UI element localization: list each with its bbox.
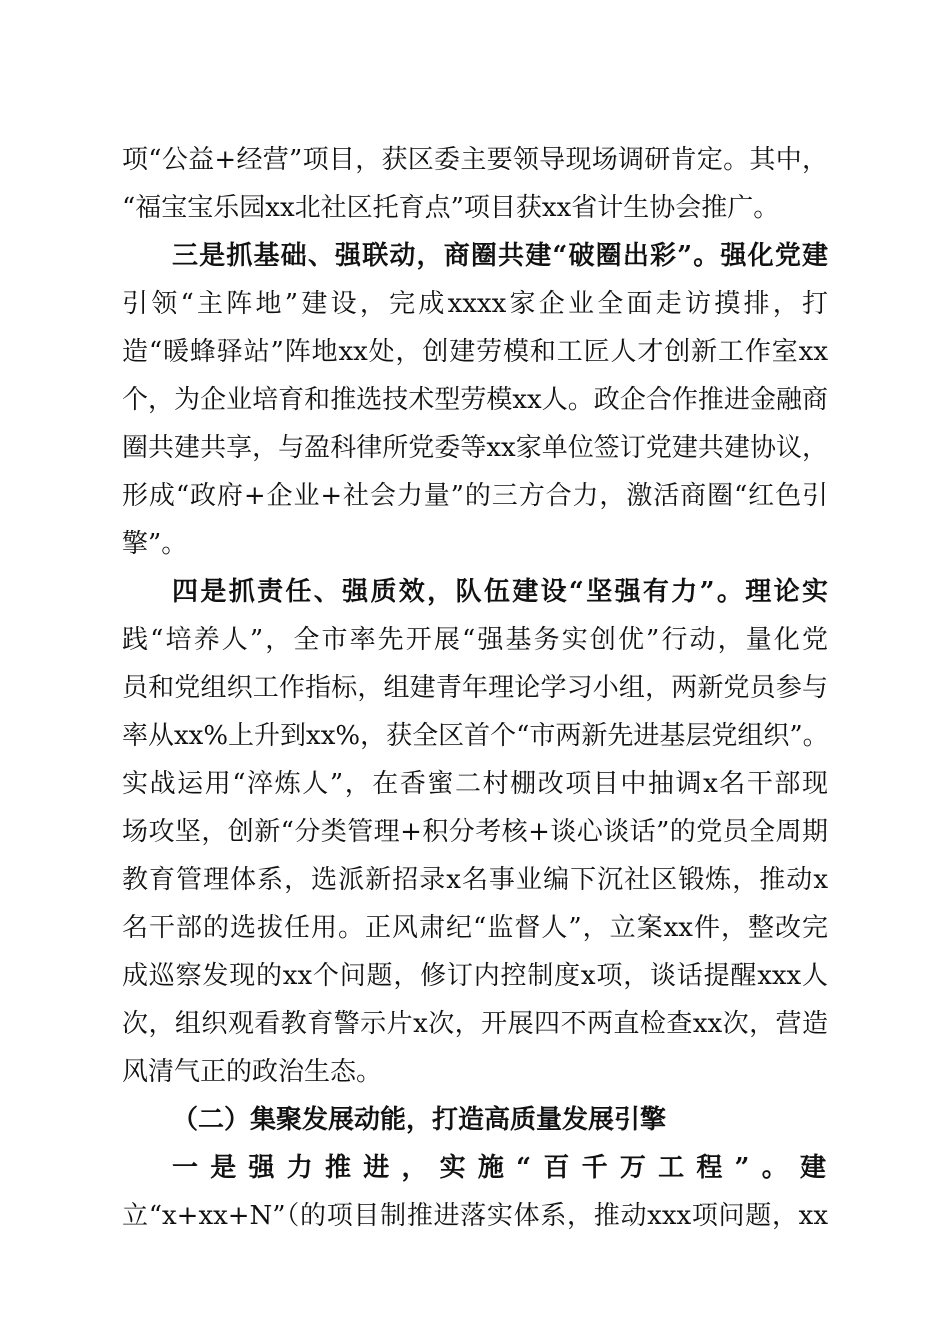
- paragraph-line: 风清气正的政治生态。: [122, 1057, 383, 1087]
- paragraph-line: “福宝宝乐园xx北社区托育点”项目获xx省计生协会推广。: [122, 193, 780, 223]
- paragraph-line-heading: 三是抓基础、强联动，商圈共建“破圈出彩”。强化党建: [172, 241, 828, 271]
- paragraph-line: 圈共建共享，与盈科律所党委等xx家单位签订党建共建协议，: [122, 433, 828, 463]
- paragraph-line: 名干部的选拔任用。正风肃纪“监督人”，立案xx件，整改完: [122, 913, 828, 943]
- paragraph-line: 擎”。: [122, 529, 188, 559]
- paragraph-line: 实战运用“淬炼人”，在香蜜二村棚改项目中抽调x名干部现: [122, 769, 828, 799]
- section-heading: （二）集聚发展动能，打造高质量发展引擎: [172, 1105, 667, 1135]
- paragraph-line-heading: 四是抓责任、强质效，队伍建设“坚强有力”。理论实: [172, 577, 828, 607]
- paragraph-line-heading: 一是强力推进，实施“百千万工程”。建: [172, 1153, 828, 1183]
- paragraph-line: 形成“政府+企业+社会力量”的三方合力，激活商圈“红色引: [122, 481, 828, 511]
- paragraph-line: 个，为企业培育和推选技术型劳模xx人。政企合作推进金融商: [122, 385, 828, 415]
- paragraph-line: 践“培养人”，全市率先开展“强基务实创优”行动，量化党: [122, 625, 828, 655]
- paragraph-line: 次，组织观看教育警示片x次，开展四不两直检查xx次，营造: [122, 1009, 828, 1039]
- paragraph-line: 教育管理体系，选派新招录x名事业编下沉社区锻炼，推动x: [122, 865, 828, 895]
- paragraph-line: 成巡察发现的xx个问题，修订内控制度x项，谈话提醒xxx人: [122, 961, 828, 991]
- paragraph-line: 场攻坚，创新“分类管理+积分考核+谈心谈话”的党员全周期: [122, 817, 828, 847]
- paragraph-line: 员和党组织工作指标，组建青年理论学习小组，两新党员参与: [122, 673, 828, 703]
- paragraph-line: 立“x+xx+N”（的项目制推进落实体系，推动xxx项问题，xx: [122, 1201, 828, 1231]
- paragraph-line: 率从xx%上升到xx%，获全区首个“市两新先进基层党组织”。: [122, 721, 829, 751]
- paragraph-line: 项“公益+经营”项目，获区委主要领导现场调研肯定。其中，: [122, 145, 828, 175]
- paragraph-line: 造“暖蜂驿站”阵地xx处，创建劳模和工匠人才创新工作室xx: [122, 337, 828, 367]
- paragraph-line: 引领“主阵地”建设，完成xxxx家企业全面走访摸排，打: [122, 289, 828, 319]
